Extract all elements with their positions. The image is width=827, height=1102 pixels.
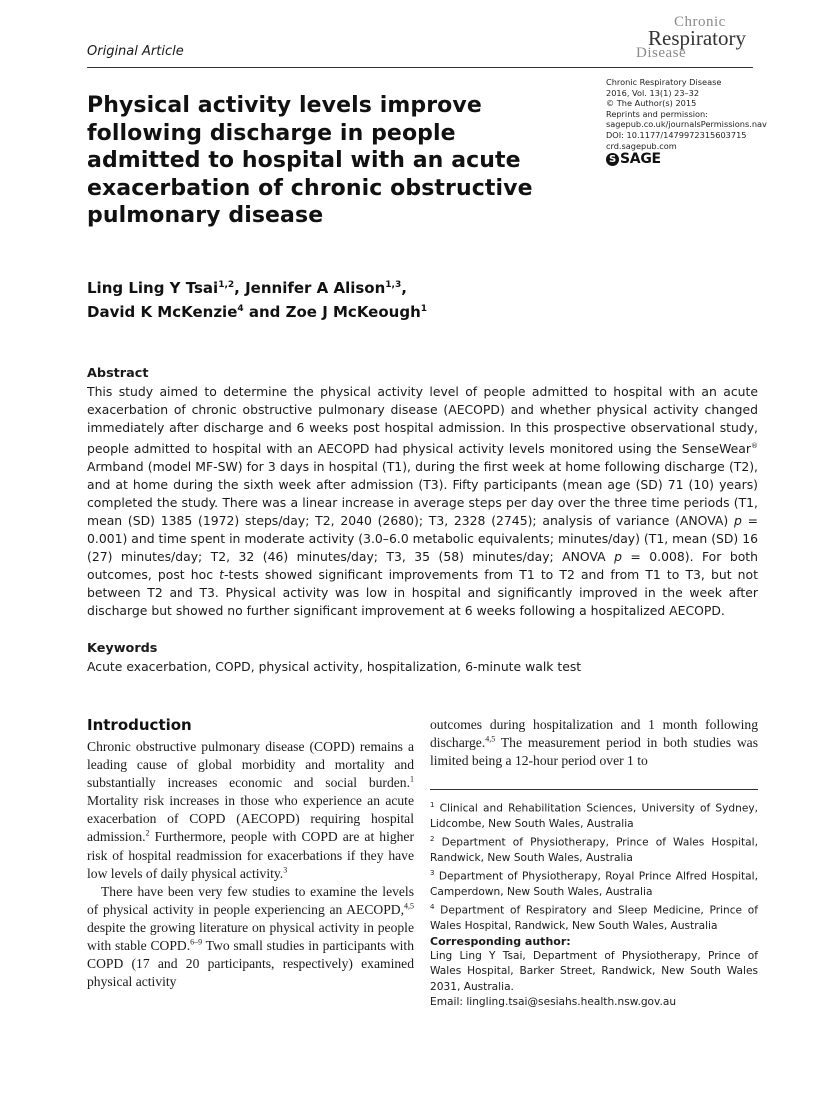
abstract-section [87,365,758,620]
sage-logo [606,153,776,166]
author-name: Jennifer A Alison [245,279,386,297]
corresponding-author [430,934,758,1010]
paragraph: outcomes during hospitalization and 1 month following discharge.$^{4,5}$ The measurement period in both studies was limited being a 12-hour period over 1 to [430,717,758,769]
corresponding-author-email: Email: lingling.tsai@sesiahs.health.nsw.gov.au [430,995,677,1008]
author-affiliation-ref: 1,3 [385,280,402,290]
corresponding-author-address: Ling Ling Y Tsai, Department of Physiotherapy, Prince of Wales Hospital, Barker Street, Randwick, New South Wales 2031, Australia. [430,950,758,993]
author-name: Ling Ling Y Tsai [87,279,219,297]
citation-ref[interactable]: 6–9 [190,937,203,947]
introduction-left-column [87,716,414,991]
issue-info: 2016, Vol. 13(1) 23–32 [606,87,700,98]
email-link[interactable]: lingling.tsai@sesiahs.health.nsw.gov.au [466,995,677,1008]
citation-ref[interactable]: 1 [410,774,414,784]
author-list: Ling Ling Y Tsai$^{1,2}$, Jennifer A Alison$^{1,3}$, David K McKenzie$^4$ and Zoe J McKeough$^1$ [87,279,428,321]
author-affiliation-ref: 4 [237,304,244,314]
author-name: David K McKenzie [87,303,238,321]
article-meta [606,77,776,166]
corresponding-author-label: Corresponding author: [430,935,571,948]
introduction-body [87,738,414,991]
journal-site-link[interactable]: crd.sagepub.com [606,140,677,151]
journal-logo-line3: Disease [636,45,687,61]
copyright: © The Author(s) 2015 [606,98,697,109]
reprints-label: Reprints and permission: [606,108,708,119]
running-head: Original Article [87,44,184,59]
doi[interactable]: DOI: 10.1177/1479972315603715 [606,129,747,140]
affiliation-item: $^2$ Department of Physiotherapy, Prince of Wales Hospital, Randwick, New South Wales, Australia [430,834,758,864]
journal-name: Chronic Respiratory Disease [606,77,722,87]
citation-ref[interactable]: 4,5 [485,734,496,744]
affiliation-item: $^3$ Department of Physiotherapy, Royal Prince Alfred Hospital, Camperdown, New South Wales, Australia [430,868,758,898]
abstract-heading: Abstract [87,366,149,381]
article-title: Physical activity levels improve following discharge in people admitted to hospital with an acute exacerbation of chronic obstructive pulmonary disease [87,93,533,228]
journal-logo [630,12,760,64]
journal-logo-line1: Chronic [674,14,726,30]
affiliations [430,798,758,934]
affiliation-item: $^1$ Clinical and Rehabilitation Sciences, University of Sydney, Lidcombe, New South Wales, Australia [430,801,758,830]
author-affiliation-ref: 1 [420,304,428,314]
keywords-section [87,640,758,676]
citation-ref[interactable]: 4,5 [404,901,414,911]
author-name: Zoe J McKeough [285,303,421,321]
paragraph: Chronic obstructive pulmonary disease (COPD) remains a leading cause of global morbidity and mortality and substantially increases economic and social burden.$^1$ Mortality risk increases in those who experience an acute exacerbation of COPD (AECOPD) requiring hospital admission.$^2$ Furthermore, people with COPD are at higher risk of hospital readmission for exacerbations if they have low levels of daily physical activity.$^3$ [87,739,414,881]
registered-mark: ® [751,442,758,450]
footnote-rule [430,789,758,790]
sage-wordmark: SAGE [620,151,661,168]
journal-logo-line2: Respiratory [648,26,746,50]
affiliation-item: $^4$ Department of Respiratory and Sleep Medicine, Prince of Wales Hospital, Randwick, New South Wales, Australia [430,902,758,932]
keywords-text: Acute exacerbation, COPD, physical activity, hospitalization, 6-minute walk test [87,659,582,674]
introduction-heading: Introduction [87,716,192,734]
author-affiliation-ref: 1,2 [218,280,235,290]
paragraph: There have been very few studies to examine the levels of physical activity in people experiencing an AECOPD,$^{4,5}$ despite the growing literature on physical activity in people with stable COPD.$^{6-9}$ Two small studies in participants with COPD (17 and 20 participants, respectively) examined physical activity [87,883,414,990]
citation-ref[interactable]: 3 [283,865,288,875]
permissions-link[interactable]: sagepub.co.uk/journalsPermissions.nav [606,119,767,130]
abstract-text: This study aimed to determine the physical activity level of people admitted to hospital with an acute exacerbation of chronic obstructive pulmonary disease (AECOPD) and whether physical activity changed immediately after discharge and 6 weeks post hospital admission. In this prospective observational study, people admitted to hospital with an AECOPD had physical activity levels monitored using the SenseWear® Armband (model MF-SW) for 3 days in hospital (T1), during the first week at home following discharge (T2), and at home during the sixth week after admission (T3). Fifty participants (mean age (SD) 71 (10) years) completed the study. There was a linear increase in average steps per day over the three time periods (T1, mean (SD) 1385 (1972) steps/day; T2, 2040 (2680); T3, 2328 (2745); analysis of variance (ANOVA) p = 0.001) and time spent in moderate activity (3.0–6.0 metabolic equivalents; minutes/day) (T1, mean (SD) 16 (27) minutes/day; T2, 32 (46) minutes/day; T3, 35 (58) minutes/day; ANOVA p = 0.008). For both outcomes, post hoc t-tests showed significant improvements from T1 to T2 and from T1 to T3, but not between T2 and T3. Physical activity was low in hospital and significantly improved in the week after discharge but showed no further significant improvement at 6 weeks following a hospitalized AECOPD. [87,384,758,619]
sage-s-icon: S [606,153,619,166]
introduction-right-column [430,716,758,770]
citation-ref[interactable]: 2 [145,828,150,838]
keywords-heading: Keywords [87,641,158,656]
header-rule [87,67,753,68]
